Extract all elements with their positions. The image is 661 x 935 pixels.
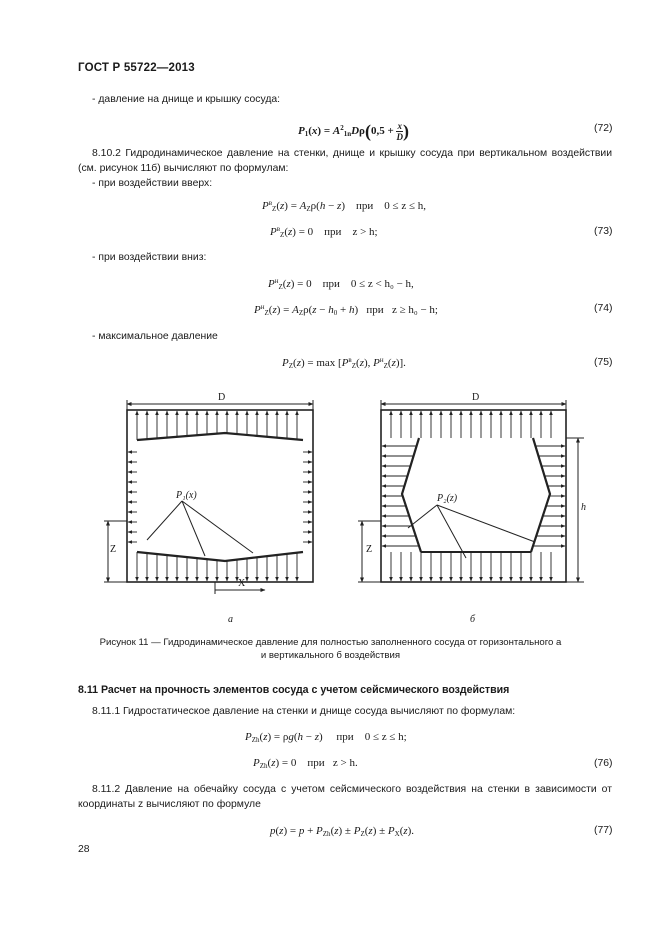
figure-caption-line2: и вертикального б воздействия: [260, 650, 401, 661]
formula-74-cond1: при: [322, 278, 340, 290]
figure-caption: [90, 636, 571, 662]
figure-b-h-label: h: [581, 502, 586, 513]
formula-72: $P_1(x) = A^2_{1n}D\rho(0,5 + \frac{x}{D}$ ): [298, 121, 409, 142]
formula-76-cond1: при: [336, 731, 354, 743]
equation-number-72: (72): [594, 123, 613, 134]
formula-73-line1: $P^в_Z(z) = A_Z\rho(h - z)$ при 0 ≤ z ≤ h,: [262, 199, 426, 213]
figure-b-d-label: D: [472, 392, 480, 403]
formula-73-cond1: при: [356, 200, 374, 212]
formula-76-cond2: при: [307, 757, 325, 769]
paragraph-8-11-2: 8.11.2 Давление на обечайку сосуда с учетом сейсмического воздействия на стенки в зависимости от координаты z вычисляют по формуле: [78, 784, 612, 810]
figure-b-curve-label: P₂(z): [437, 493, 458, 504]
document-header: ГОСТ Р 55722—2013: [78, 62, 195, 74]
formula-73-line2: $P^в_Z(z) = 0$ при z > h;: [270, 225, 378, 239]
figure-caption-line1: Рисунок 11 — Гидродинамическое давление для полностью заполненного сосуда от горизонтального а: [99, 637, 562, 648]
paragraph-8-10-2: 8.10.2 Гидродинамическое давление на стенки, днище и крышку сосуда при вертикальном воздействии (см. рисунок 11б) вычисляют по формулам:: [78, 148, 612, 174]
formula-74-range1: 0 ≤ z < h₀ − h,: [350, 278, 414, 290]
formula-73-cond2: при: [324, 226, 342, 238]
formula-74-range2: z ≥ h₀ − h;: [391, 304, 438, 316]
figure-b-sublabel: б: [470, 614, 476, 625]
text-line-bottom-pressure: - давление на днище и крышку сосуда:: [92, 94, 281, 105]
page-number: 28: [78, 844, 90, 855]
figure-a-d-label: D: [218, 392, 226, 403]
figure-a-sublabel: а: [228, 614, 233, 625]
formula-76-range1: 0 ≤ z ≤ h;: [364, 731, 407, 743]
figure-a-curve-label: P₁(x): [176, 490, 197, 501]
figure-11: [0, 385, 661, 635]
equation-number-75: (75): [594, 357, 613, 368]
figure-b-z-label: Z: [366, 544, 373, 555]
section-title-8-11: 8.11 Расчет на прочность элементов сосуда с учетом сейсмического воздействия: [78, 684, 510, 696]
diagram-a: [104, 400, 313, 594]
formula-74-line1: $P^н_Z(z) = 0$ при 0 ≤ z < h₀ − h,: [268, 277, 414, 291]
equation-number-76: (76): [594, 758, 613, 769]
paragraph-8-11-1: 8.11.1 Гидростатическое давление на стенки и днище сосуда вычисляют по формулам:: [92, 706, 516, 717]
formula-76-line2: $P_{Zh}(z) = 0$ при z > h.: [253, 757, 358, 770]
equation-number-74: (74): [594, 303, 613, 314]
text-line-downward: - при воздействии вниз:: [92, 252, 207, 263]
equation-number-73: (73): [594, 226, 613, 237]
figure-a-x-label: X: [238, 578, 246, 589]
formula-76-range2: z > h.: [332, 757, 358, 769]
equation-number-77: (77): [594, 825, 613, 836]
formula-74-line2: $P^н_Z(z) = A_Z\rho(z - h_0 + h)$ при z ≥ h₀ − h;: [254, 303, 438, 317]
formula-75: $P_Z(z) = \max [P^в_Z(z)$, $P^н_Z(z)$].: [282, 356, 406, 370]
formula-77: $p(z) = p + P_{Zh}(z) \pm P_Z(z) \pm P_X(z)$.: [270, 825, 415, 838]
formula-74-cond2: при: [366, 304, 384, 316]
formula-76-line1: $P_{Zh}(z) = \rho g(h - z)$ при 0 ≤ z ≤ h;: [245, 731, 407, 744]
formula-73-range1: 0 ≤ z ≤ h,: [384, 200, 426, 212]
formula-73-range2: z > h;: [352, 226, 378, 238]
text-line-max: - максимальное давление: [92, 331, 218, 342]
text-line-upward: - при воздействии вверх:: [92, 178, 213, 189]
figure-a-z-label: Z: [110, 544, 117, 555]
